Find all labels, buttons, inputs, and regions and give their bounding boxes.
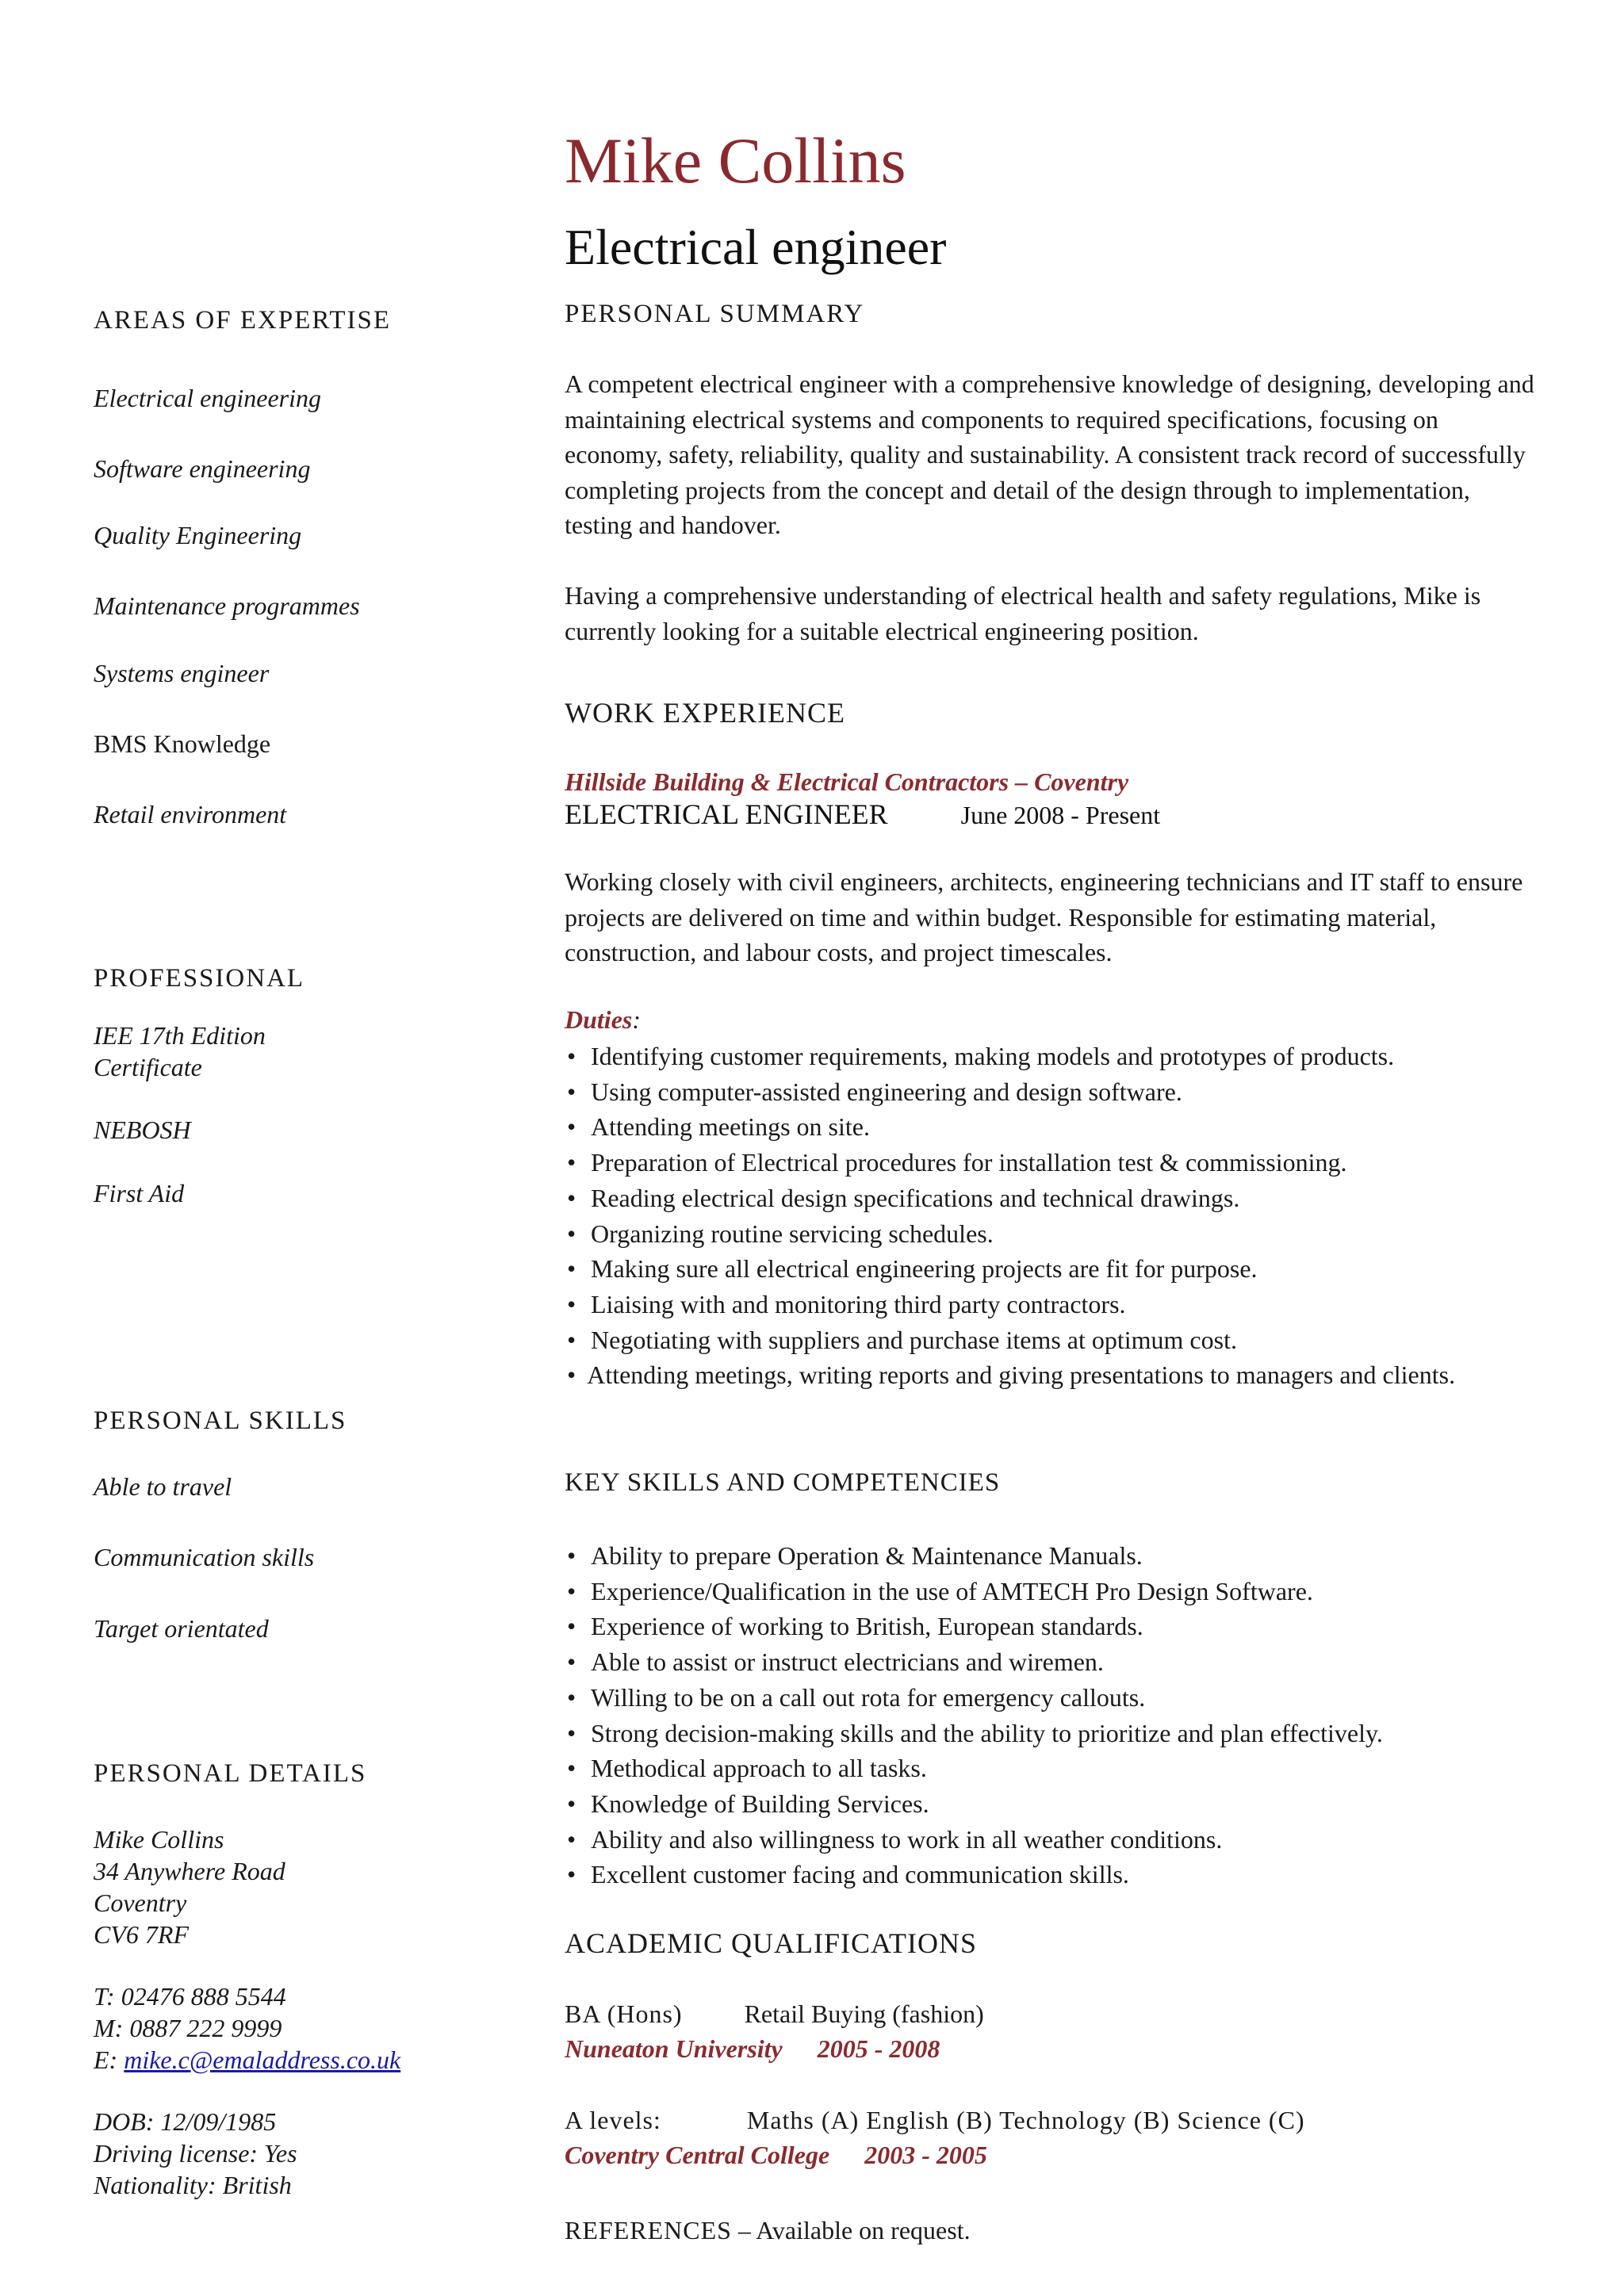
duty-text: Using computer-assisted engineering and design software.	[591, 1077, 1182, 1106]
email-link[interactable]: mike.c@emaladdress.co.uk	[124, 2045, 401, 2074]
skill-item: Communication skills	[94, 1543, 315, 1571]
summary-paragraph-2: Having a comprehensive understanding of electrical health and safety regulations, Mike is currently looking for a suitable electrical engineering position.	[565, 581, 1481, 645]
skills-heading: PERSONAL SKILLS	[94, 1406, 347, 1435]
bullet-icon: •	[567, 1824, 576, 1854]
key-skills-heading: KEY SKILLS AND COMPETENCIES	[565, 1468, 1001, 1497]
work-heading: WORK EXPERIENCE	[565, 697, 845, 729]
bullet-icon: •	[567, 1360, 576, 1390]
duties-colon: :	[632, 1005, 641, 1034]
college-line	[565, 2141, 987, 2170]
bullet-icon: •	[567, 1576, 576, 1605]
university-line	[565, 2034, 940, 2064]
skill-text: Ability and also willingness to work in all weather conditions.	[591, 1824, 1223, 1854]
academic-heading: ACADEMIC QUALIFICATIONS	[565, 1927, 978, 1959]
list-item	[565, 1822, 1540, 1858]
list-item	[565, 1644, 1540, 1680]
professional-item: NEBOSH	[94, 1115, 191, 1144]
duties-label-text: Duties	[565, 1005, 633, 1034]
license-text: Driving license: Yes	[94, 2139, 297, 2168]
list-item	[565, 1109, 1540, 1145]
duty-text: Attending meetings on site.	[591, 1112, 870, 1142]
alevels-subjects: Maths (A) English (B) Technology (B) Science (C)	[746, 2106, 1305, 2134]
bullet-icon: •	[567, 1112, 576, 1142]
contact-block	[94, 1980, 400, 2076]
mobile-text: M: 0887 222 9999	[94, 2014, 282, 2042]
college-dates: 2003 - 2005	[864, 2141, 987, 2169]
bullet-icon: •	[567, 1647, 576, 1677]
email-line	[94, 2044, 400, 2076]
bullet-icon: •	[567, 1325, 576, 1354]
degree-label: BA (Hons)	[565, 1999, 683, 2028]
bullet-icon: •	[567, 1148, 576, 1177]
job-description: Working closely with civil engineers, architects, engineering technicians and IT staff to ensure projects are delivered on time and within budget. Responsible for estimating material, construction, and labour costs, and project timescales.	[565, 867, 1523, 966]
references-line	[565, 2216, 971, 2245]
skill-text: Excellent customer facing and communication skills.	[591, 1860, 1129, 1889]
professional-item: Certificate	[94, 1053, 202, 1081]
skill-item: Target orientated	[94, 1614, 269, 1643]
duty-text: Identifying customer requirements, making models and prototypes of products.	[591, 1042, 1395, 1070]
job-title: ELECTRICAL ENGINEER	[565, 798, 888, 830]
duty-text: Organizing routine servicing schedules.	[591, 1219, 994, 1248]
degree-line	[565, 1999, 984, 2029]
duty-text: Liaising with and monitoring third party contractors.	[591, 1289, 1126, 1318]
bullet-icon: •	[567, 1183, 576, 1212]
duties-list	[565, 1039, 1540, 1393]
bullet-icon: •	[567, 1289, 576, 1318]
list-item	[565, 1574, 1540, 1609]
candidate-name: Mike Collins	[565, 124, 906, 197]
references-text: – Available on request.	[731, 2216, 971, 2244]
list-item	[565, 1216, 1540, 1252]
skill-text: Methodical approach to all tasks.	[591, 1754, 927, 1783]
address-line: CV6 7RF	[94, 1920, 189, 1949]
candidate-role: Electrical engineer	[565, 219, 947, 275]
bullet-icon: •	[567, 1682, 576, 1712]
skill-text: Strong decision-making skills and the ability to prioritize and plan effectively.	[591, 1718, 1383, 1747]
list-item	[565, 1074, 1540, 1110]
address-line: Mike Collins	[94, 1825, 224, 1854]
list-item	[565, 1751, 1540, 1786]
alevels-line	[565, 2106, 1305, 2135]
bullet-icon: •	[567, 1789, 576, 1818]
address-line: 34 Anywhere Road	[94, 1857, 285, 1885]
duty-text: Reading electrical design specifications and technical drawings.	[591, 1183, 1240, 1212]
bullet-icon: •	[567, 1042, 576, 1070]
list-item	[565, 1251, 1540, 1287]
references-label: REFERENCES	[565, 2216, 732, 2244]
list-item	[565, 1287, 1540, 1322]
bullet-icon: •	[567, 1612, 576, 1641]
duty-text: Preparation of Electrical procedures for installation test & commissioning.	[591, 1148, 1347, 1177]
list-item	[565, 1680, 1540, 1716]
bullet-icon: •	[567, 1219, 576, 1248]
bullet-icon: •	[567, 1860, 576, 1889]
skill-text: Experience/Qualification in the use of AMTECH Pro Design Software.	[591, 1576, 1313, 1605]
expertise-item: BMS Knowledge	[94, 729, 271, 758]
list-item	[565, 1786, 1540, 1822]
university-name: Nuneaton University	[565, 2034, 783, 2063]
list-item	[565, 1538, 1540, 1574]
job-dates: June 2008 - Present	[960, 801, 1161, 829]
list-item	[565, 1716, 1540, 1751]
list-item	[565, 1181, 1540, 1216]
expertise-item: Maintenance programmes	[94, 591, 360, 620]
expertise-item: Software engineering	[94, 454, 311, 483]
skill-item: Able to travel	[94, 1472, 232, 1501]
expertise-item: Systems engineer	[94, 659, 270, 687]
key-skills-list	[565, 1538, 1540, 1892]
expertise-item: Retail environment	[94, 800, 287, 828]
job-line	[565, 798, 1160, 831]
address-line: Coventry	[94, 1888, 187, 1917]
expertise-item: Quality Engineering	[94, 521, 302, 549]
duty-text: Attending meetings, writing reports and giving presentations to managers and clients.	[587, 1360, 1456, 1390]
list-item	[565, 1609, 1540, 1644]
professional-item: First Aid	[94, 1179, 185, 1207]
skill-text: Able to assist or instruct electricians and wiremen.	[591, 1647, 1104, 1677]
bullet-icon: •	[567, 1077, 576, 1106]
details-heading: PERSONAL DETAILS	[94, 1759, 367, 1788]
bullet-icon: •	[567, 1541, 576, 1570]
professional-item: IEE 17th Edition	[94, 1021, 266, 1050]
list-item	[565, 1039, 1540, 1074]
professional-heading: PROFESSIONAL	[94, 964, 305, 993]
skill-text: Knowledge of Building Services.	[591, 1789, 929, 1818]
bullet-icon: •	[567, 1718, 576, 1747]
email-prefix: E:	[94, 2045, 124, 2074]
company-name: Hillside Building & Electrical Contractors – Coventry	[565, 767, 1129, 796]
phone-text: T: 02476 888 5544	[94, 1982, 286, 2011]
bullet-icon: •	[567, 1754, 576, 1783]
list-item	[565, 1145, 1540, 1181]
address-block	[94, 1823, 285, 1950]
duty-text: Negotiating with suppliers and purchase items at optimum cost.	[591, 1325, 1237, 1354]
expertise-item: Electrical engineering	[94, 384, 322, 412]
degree-subject: Retail Buying (fashion)	[744, 1999, 984, 2028]
college-name: Coventry Central College	[565, 2141, 830, 2169]
alevels-label: A levels:	[565, 2106, 661, 2134]
list-item	[565, 1322, 1540, 1358]
skill-text: Willing to be on a call out rota for emergency callouts.	[591, 1682, 1146, 1712]
nationality-text: Nationality: British	[94, 2171, 292, 2199]
list-item	[565, 1857, 1540, 1892]
expertise-heading: AREAS OF EXPERTISE	[94, 306, 392, 335]
summary-paragraph-1: A competent electrical engineer with a comprehensive knowledge of designing, developing and maintaining electrical systems and components to required specifications, focusing on economy, safety, reliability, quality and sustainability. A consistent track record of successfully completing projects from the concept and detail of the design through to implementation, testing and handover.	[565, 369, 1534, 539]
list-item	[565, 1357, 1540, 1393]
skill-text: Experience of working to British, European standards.	[591, 1612, 1143, 1641]
duty-text: Making sure all electrical engineering projects are fit for purpose.	[591, 1254, 1258, 1284]
bullet-icon: •	[567, 1254, 576, 1284]
dob-text: DOB: 12/09/1985	[94, 2107, 277, 2136]
personal-info-block	[94, 2106, 297, 2201]
skill-text: Ability to prepare Operation & Maintenance Manuals.	[591, 1541, 1143, 1570]
university-dates: 2005 - 2008	[817, 2034, 940, 2063]
summary-heading: PERSONAL SUMMARY	[565, 300, 865, 328]
duties-label	[565, 1005, 641, 1035]
